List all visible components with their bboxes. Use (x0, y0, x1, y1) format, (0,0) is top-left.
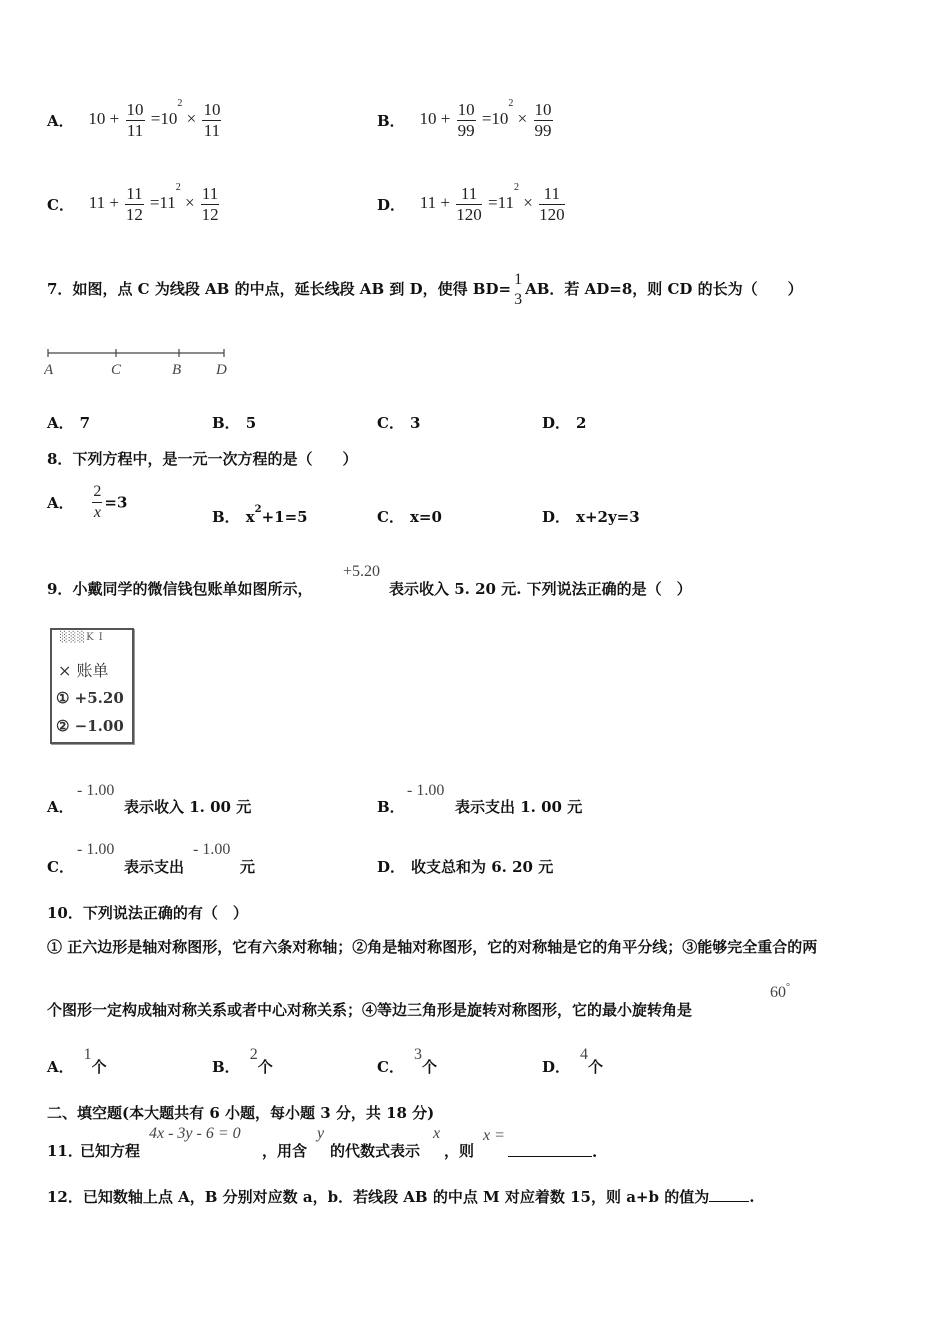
bill-row-2: ② −1.00 (56, 717, 124, 735)
q11-text-1: 已知方程 (80, 1142, 141, 1160)
q8-option-b: B． $x^2+1=5$ (212, 504, 308, 526)
q7-option-b: B． 5 (212, 414, 257, 432)
question-text: 如图，点 C 为线段 AB 的中点，延长线段 AB 到 D，使得 BD= (72, 280, 512, 298)
question-number: 12． (47, 1188, 83, 1206)
q12-stem: 12．已知数轴上点 A，B 分别对应数 a，b．若线段 AB 的中点 M 对应着数 15，则 a+b 的值为 . (47, 1188, 755, 1206)
q11-equation: 4x - 3y - 6 = 0 (149, 1125, 241, 1142)
fraction: $\frac{11}{120}$ (456, 184, 482, 224)
angle-value: 60° (770, 982, 790, 1001)
wallet-bill-image (50, 628, 134, 744)
q9-option-d: D． 收支总和为 6. 20 元 (377, 858, 554, 876)
q6-option-a: A． 10 + $\frac{10}{11}$ $=10^2$ × $\frac{10}{11}$ (47, 97, 221, 140)
question-text: 下列说法正确的有（ ） (82, 904, 248, 922)
option-label: A． (47, 112, 74, 130)
fraction: $\frac{10}{99}$ (457, 100, 475, 140)
point-d-label: D (216, 362, 227, 378)
option-label: C． (47, 196, 74, 214)
point-b-label: B (172, 362, 182, 378)
q9-option-b-label: B． (377, 798, 405, 816)
q9-option-c-text-2: 元 (240, 858, 256, 876)
q9-option-b-value: - 1.00 (407, 782, 445, 799)
q7-option-d: D． 2 (542, 414, 587, 432)
question-number: 10． (47, 904, 83, 922)
q11-var-y: y (317, 1125, 325, 1142)
q9-stem (47, 578, 312, 599)
point-a-label: A (44, 362, 54, 378)
question-text: 小戴同学的微信钱包账单如图所示， (72, 580, 313, 598)
q11-text-2: ，用含 (262, 1142, 308, 1160)
fraction: $\frac{2}{x}$ (93, 483, 102, 521)
bill-row-1: ① +5.20 (56, 689, 124, 707)
q9-stem-continued: 表示收入 5. 20 元. 下列说法正确的是（ ） (389, 580, 692, 598)
point-c-label: C (111, 362, 122, 378)
segment-figure (44, 345, 236, 379)
status-bar: ░░░K I (60, 632, 104, 643)
fraction: $\frac{10}{99}$ (534, 100, 552, 140)
q6-option-c: C． 11 + $\frac{11}{12}$ $=11^2$ × $\frac{11}{12}$ (47, 181, 219, 224)
term: 10 (88, 109, 106, 129)
q12-answer-blank[interactable] (709, 1187, 749, 1202)
q9-option-a-text: 表示收入 1. 00 元 (124, 798, 252, 816)
fraction: $\frac{11}{120}$ (539, 184, 565, 224)
q9-option-c-text-1: 表示支出 (124, 858, 185, 876)
q10-option-d: D．4个 (542, 1046, 604, 1076)
fraction: $\frac{11}{12}$ (125, 184, 143, 224)
question-number: 9． (47, 580, 73, 598)
q10-stem (47, 902, 248, 923)
q9-option-c-value-2: - 1.00 (193, 841, 231, 858)
q11-var-x: x (433, 1125, 441, 1142)
fraction: 1 3 (514, 271, 523, 308)
q7-stem (47, 270, 803, 310)
q10-option-a: A．1个 (47, 1046, 107, 1076)
q6-option-b: B． 10 + $\frac{10}{99}$ $=10^2$ × $\frac{10}{99}$ (377, 97, 552, 140)
fraction: $\frac{10}{11}$ (203, 100, 221, 140)
question-number: 7． (47, 280, 73, 298)
fraction: $\frac{10}{11}$ (126, 100, 144, 140)
q8-option-c: C． x=0 (377, 508, 442, 526)
q11-text-4: ，则 (444, 1142, 475, 1160)
q8-option-a: A． $\frac{2}{x}$ =3 (47, 483, 128, 521)
q8-option-d: D． x+2y=3 (542, 508, 640, 526)
section-title: 二、填空题(本大题共有 6 小题，每小题 3 分，共 18 分) (47, 1104, 435, 1122)
q7-option-a: A． 7 (47, 414, 91, 432)
q10-option-c: C．3个 (377, 1046, 437, 1076)
bill-title: × 账单 (58, 661, 109, 680)
q9-option-c-label: C． (47, 858, 74, 876)
q10-option-b: B．2个 (212, 1046, 273, 1076)
question-number: 8． (47, 450, 73, 468)
question-text: 已知数轴上点 A，B 分别对应数 a，b．若线段 AB 的中点 M 对应着数 15，则 a+b 的值为 (82, 1188, 710, 1206)
amount-value: +5.20 (343, 563, 381, 580)
q9-option-c-value-1: - 1.00 (77, 841, 115, 858)
q11-text-3: 的代数式表示 (330, 1142, 421, 1160)
q9-option-a-label: A． (47, 798, 74, 816)
fraction: $\frac{11}{12}$ (201, 184, 219, 224)
option-label: B． (377, 112, 405, 130)
q9-option-a-value: - 1.00 (77, 782, 115, 799)
q9-option-b-text: 表示支出 1. 00 元 (455, 798, 583, 816)
q11-answer-blank[interactable]: . (508, 1140, 597, 1161)
q11-number: 11． (47, 1142, 83, 1160)
q6-option-d: D． 11 + $\frac{11}{120}$ $=11^2$ × $\frac{11}{120}$ (377, 181, 565, 224)
q8-stem (47, 448, 357, 469)
q10-statement-line-2: 个图形一定构成轴对称关系或者中心对称关系；④等边三角形是旋转对称图形，它的最小旋转角是 (47, 1001, 693, 1019)
q7-option-c: C． 3 (377, 414, 421, 432)
q11-lhs: x = (483, 1127, 505, 1144)
question-text: AB．若 AD=8，则 CD 的长为（ ） (525, 280, 803, 298)
option-label: D． (377, 196, 406, 214)
question-text: 下列方程中，是一元一次方程的是（ ） (72, 450, 358, 468)
q10-statement-line-1: ① 正六边形是轴对称图形，它有六条对称轴；②角是轴对称图形，它的对称轴是它的角平分线；③能够完全重合的两 (47, 938, 818, 956)
